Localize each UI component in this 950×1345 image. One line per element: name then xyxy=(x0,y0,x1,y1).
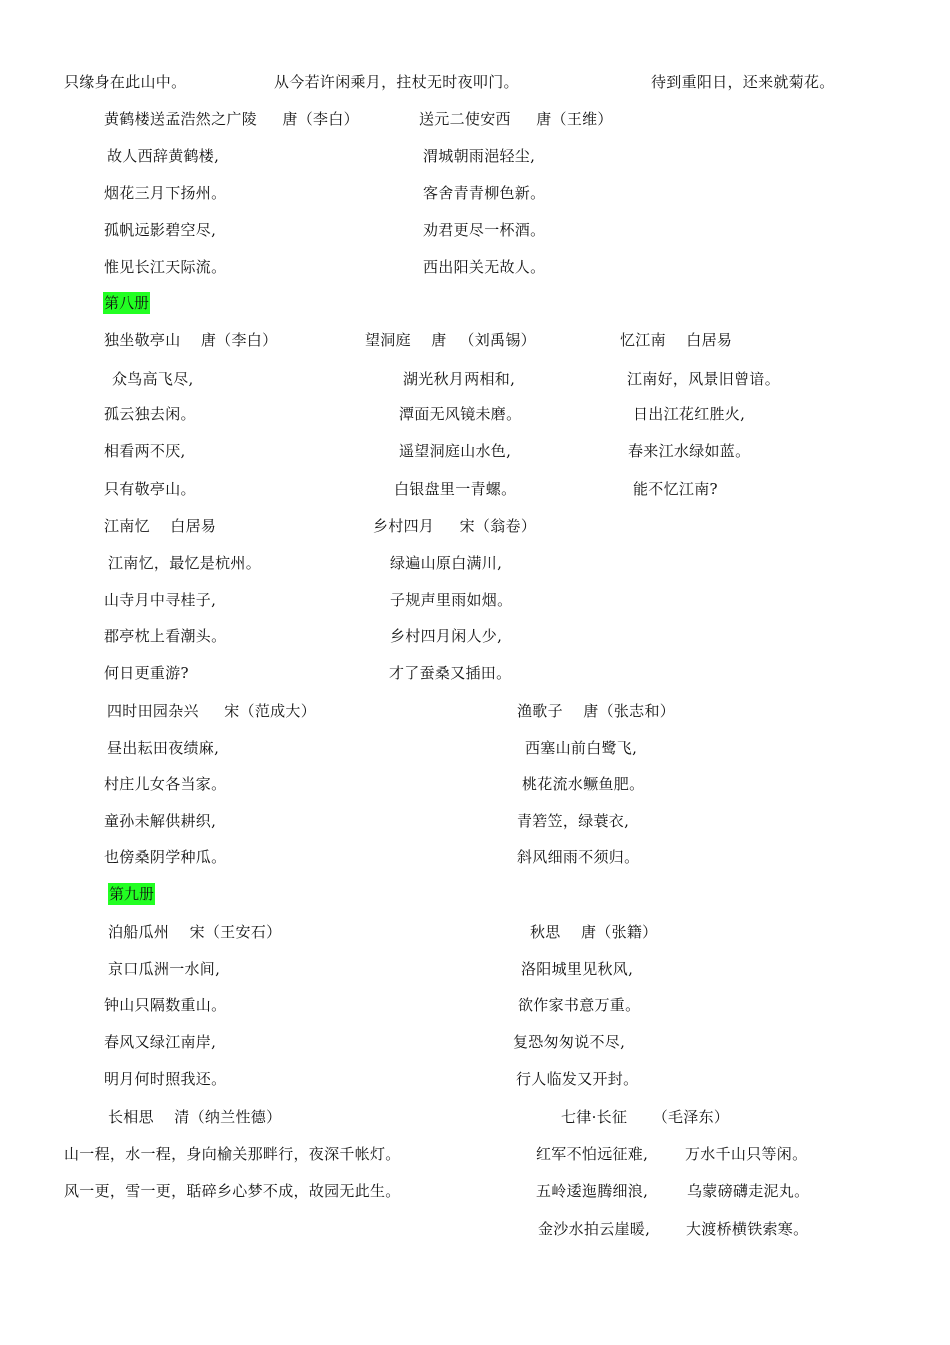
poem-line: 红军不怕远征难, xyxy=(536,1145,649,1163)
poem-title: 望洞庭 唐 （刘禹锡） xyxy=(365,331,536,349)
poem-line: 孤帆远影碧空尽, xyxy=(104,221,217,239)
poem-line: 渭城朝雨浥轻尘, xyxy=(423,147,536,165)
poem-line: 孤云独去闲。 xyxy=(104,405,196,423)
poem-line: 洛阳城里见秋风, xyxy=(521,960,634,978)
poem-line: 西塞山前白鹭飞, xyxy=(525,739,638,757)
poem-title: 江南忆 白居易 xyxy=(104,517,217,535)
poem-line: 郡亭枕上看潮头。 xyxy=(104,627,227,645)
poem-line: 明月何时照我还。 xyxy=(104,1070,227,1088)
poem-line: 青箬笠，绿蓑衣, xyxy=(517,812,630,830)
poem-line: 村庄儿女各当家。 xyxy=(104,775,227,793)
poem-line: 金沙水拍云崖暖, xyxy=(538,1220,651,1238)
poem-line: 能不忆江南? xyxy=(633,480,718,498)
poem-line: 也傍桑阴学种瓜。 xyxy=(104,848,227,866)
poem-line: 待到重阳日，还来就菊花。 xyxy=(651,73,835,91)
poem-line: 山寺月中寻桂子, xyxy=(104,591,217,609)
poem-line: 春来江水绿如蓝。 xyxy=(628,442,751,460)
poem-line: 故人西辞黄鹤楼, xyxy=(107,147,220,165)
poem-line: 遥望洞庭山水色, xyxy=(399,442,512,460)
poem-line: 春风又绿江南岸, xyxy=(104,1033,217,1051)
poem-line: 众鸟高飞尽, xyxy=(112,370,194,388)
poem-line: 万水千山只等闲。 xyxy=(685,1145,808,1163)
poem-line: 桃花流水鳜鱼肥。 xyxy=(522,775,645,793)
poem-line: 西出阳关无故人。 xyxy=(423,258,546,276)
poem-line: 童孙未解供耕织, xyxy=(104,812,217,830)
poem-line: 五岭逶迤腾细浪, xyxy=(536,1182,649,1200)
poem-line: 才了蚕桑又插田。 xyxy=(389,664,512,682)
poem-line: 只有敬亭山。 xyxy=(104,480,196,498)
poem-line: 烟花三月下扬州。 xyxy=(104,184,227,202)
poem-line: 欲作家书意万重。 xyxy=(518,996,641,1014)
poem-title: 黄鹤楼送孟浩然之广陵 唐（李白） xyxy=(104,110,359,128)
poem-line: 子规声里雨如烟。 xyxy=(390,591,513,609)
volume-label: 第八册 xyxy=(104,294,150,312)
poem-line: 惟见长江天际流。 xyxy=(104,258,227,276)
poem-line: 大渡桥横铁索寒。 xyxy=(686,1220,809,1238)
poem-title: 渔歌子 唐（张志和） xyxy=(517,702,676,720)
poem-line: 钟山只隔数重山。 xyxy=(104,996,227,1014)
poem-title: 四时田园杂兴 宋（范成大） xyxy=(107,702,317,720)
poem-line: 风一更，雪一更，聒碎乡心梦不成，故园无此生。 xyxy=(64,1182,401,1200)
poem-line: 只缘身在此山中。 xyxy=(64,73,187,91)
poem-title: 秋思 唐（张籍） xyxy=(530,923,658,941)
poem-line: 潭面无风镜未磨。 xyxy=(399,405,522,423)
poem-line: 斜风细雨不须归。 xyxy=(517,848,640,866)
poem-line: 劝君更尽一杯酒。 xyxy=(423,221,546,239)
poem-line: 乌蒙磅礴走泥丸。 xyxy=(687,1182,810,1200)
poem-title: 长相思 清（纳兰性德） xyxy=(108,1108,282,1126)
poem-line: 客舍青青柳色新。 xyxy=(423,184,546,202)
poem-line: 绿遍山原白满川, xyxy=(390,554,503,572)
poem-title: 独坐敬亭山 唐（李白） xyxy=(104,331,278,349)
poem-line: 江南忆，最忆是杭州。 xyxy=(108,554,262,572)
poem-line: 从今若许闲乘月，拄杖无时夜叩门。 xyxy=(274,73,519,91)
poem-title: 泊船瓜州 宋（王安石） xyxy=(108,923,282,941)
poem-line: 复恐匆匆说不尽, xyxy=(513,1033,626,1051)
poem-line: 山一程，水一程，身向榆关那畔行，夜深千帐灯。 xyxy=(64,1145,401,1163)
poem-line: 白银盘里一青螺。 xyxy=(394,480,517,498)
poem-line: 日出江花红胜火, xyxy=(633,405,746,423)
poem-line: 京口瓜洲一水间, xyxy=(108,960,221,978)
poem-title: 乡村四月 宋（翁卷） xyxy=(373,517,537,535)
poem-line: 相看两不厌, xyxy=(104,442,186,460)
poem-title: 忆江南 白居易 xyxy=(620,331,733,349)
volume-label: 第九册 xyxy=(109,885,155,903)
poem-line: 湖光秋月两相和, xyxy=(403,370,516,388)
poem-line: 何日更重游? xyxy=(104,664,189,682)
poem-line: 江南好，风景旧曾谙。 xyxy=(627,370,781,388)
poem-line: 昼出耘田夜绩麻, xyxy=(107,739,220,757)
poem-title: 七律·长征 （毛泽东） xyxy=(561,1108,730,1126)
poem-line: 乡村四月闲人少, xyxy=(390,627,503,645)
poem-title: 送元二使安西 唐（王维） xyxy=(419,110,613,128)
poem-line: 行人临发又开封。 xyxy=(516,1070,639,1088)
